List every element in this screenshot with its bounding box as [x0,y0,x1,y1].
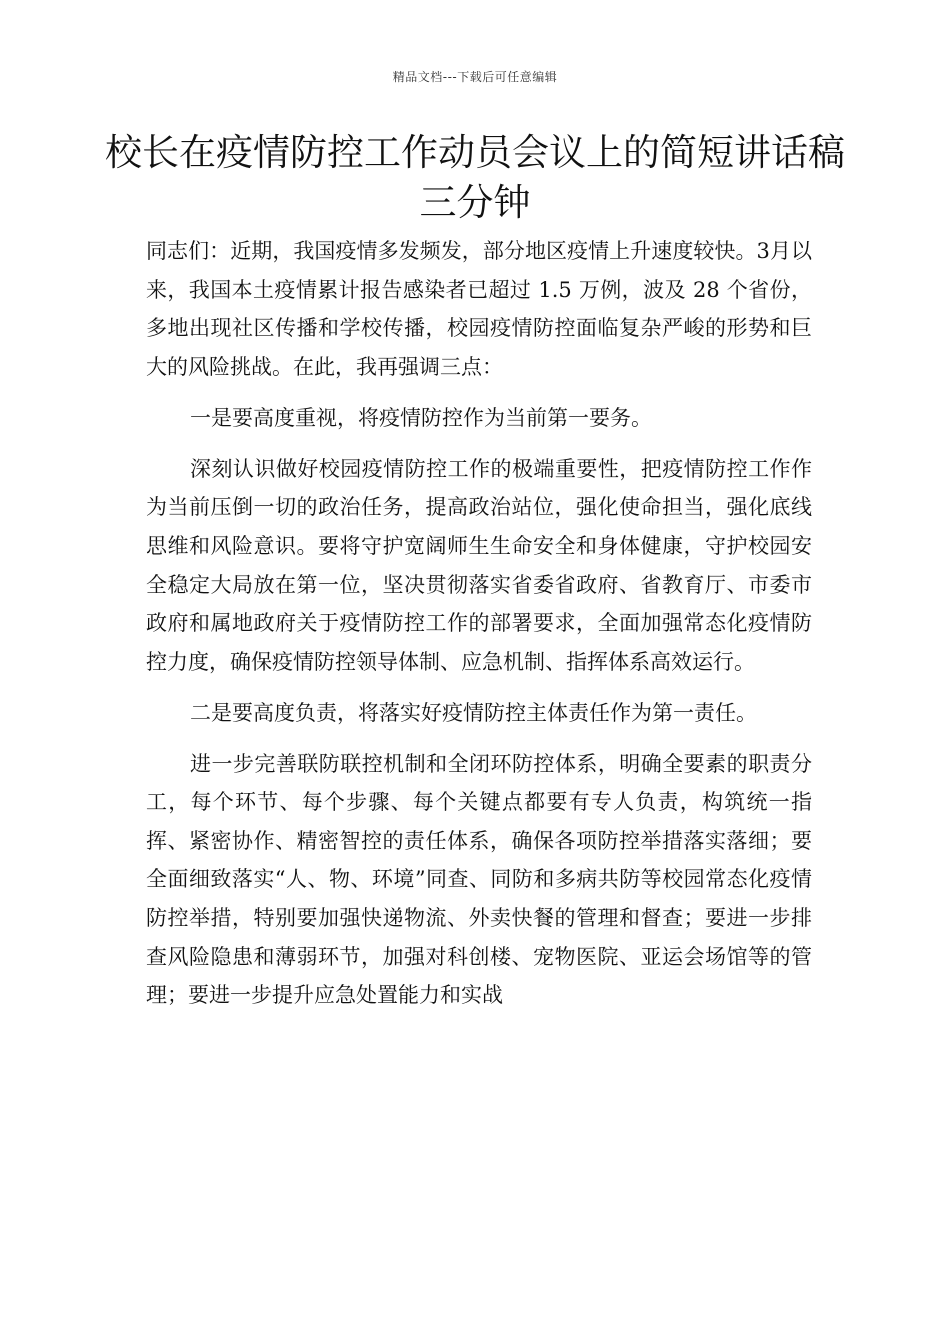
paragraph-greeting: 同志们：近期，我国疫情多发频发，部分地区疫情上升速度较快。3月以来，我国本土疫情累计报告感染者已超过 1.5 万例，波及 28 个省份，多地出现社区传播和学校传播，校园疫情防控面临复杂严峻的形势和巨大的风险挑战。在此，我再强调三点： [146,239,812,379]
paragraph-point-two-body: 进一步完善联防联控机制和全闭环防控体系，明确全要素的职责分工，每个环节、每个步骤、每个关键点都要有专人负责，构筑统一指挥、紧密协作、精密智控的责任体系，确保各项防控举措落实落细；要全面细致落实“人、物、环境”同查、同防和多病共防等校园常态化疫情防控举措，特别要加强快递物流、外卖快餐的管理和督查；要进一步排查风险隐患和薄弱环节，加强对科创楼、宠物医院、亚运会场馆等的管理；要进一步提升应急处置能力和实战 [146,751,812,1008]
paragraph-point-one-heading: 一是要高度重视，将疫情防控作为当前第一要务。 [190,405,652,430]
header-note: 精品文档---下载后可任意编辑 [392,70,558,84]
paragraph-point-two-heading: 二是要高度负责，将落实好疫情防控主体责任作为第一责任。 [190,700,757,725]
document-title: 校长在疫情防控工作动员会议上的简短讲话稿三分钟 [105,131,845,224]
document-body [146,232,812,1027]
paragraph-point-one-body: 深刻认识做好校园疫情防控工作的极端重要性，把疫情防控工作作为当前压倒一切的政治任务，提高政治站位，强化使命担当，强化底线思维和风险意识。要将守护宽阔师生生命安全和身体健康，守护校园安全稳定大局放在第一位，坚决贯彻落实省委省政府、省教育厅、市委市政府和属地政府关于疫情防控工作的部署要求，全面加强常态化疫情防控力度，确保疫情防控领导体制、应急机制、指挥体系高效运行。 [146,456,812,674]
